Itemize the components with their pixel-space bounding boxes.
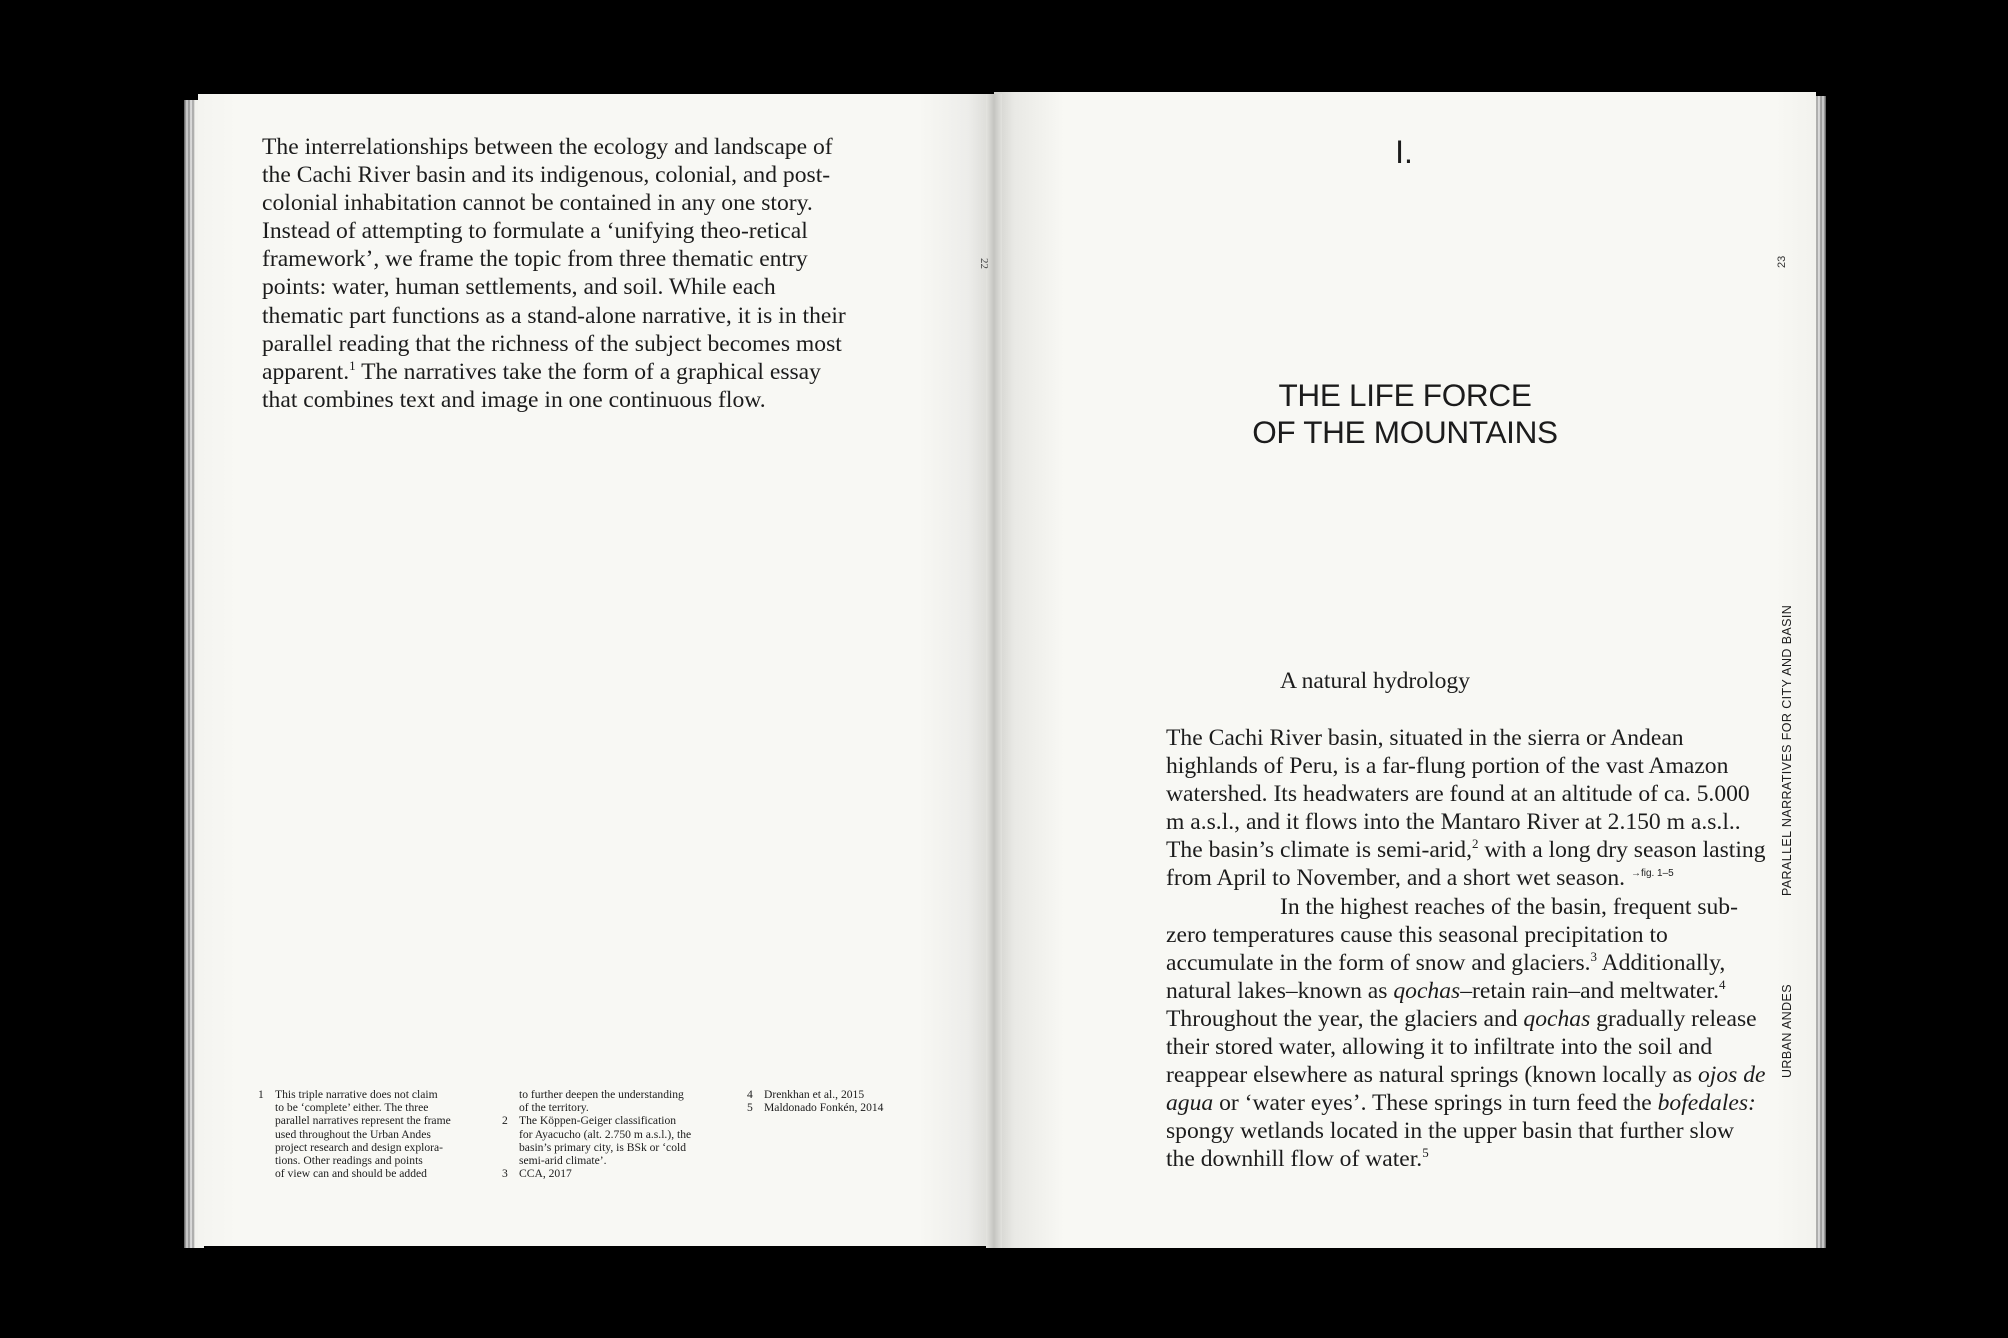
body-text — [1166, 724, 1766, 1174]
footnote-text: to further deepen the understanding of the territory. — [519, 1088, 684, 1115]
footnote-text: This triple narrative does not claim to be ‘complete’ either. The three parallel narratives represent the frame used throughout the Urban Andes project research and design explora- tions. Other readings and points of view can and should be added — [275, 1088, 451, 1181]
footnote-number: 4 — [747, 1088, 753, 1101]
chapter-title-line-2: OF THE MOUNTAINS — [1252, 414, 1558, 450]
text-run: with a long dry season lasting from April to November, and a short wet season. — [1166, 837, 1766, 892]
left-page-number: 22 — [978, 258, 990, 269]
intro-text-part-2: The narratives take the form of a graphical essay that combines text and image in one continuous flow. — [262, 358, 821, 413]
footnote-2 — [502, 1114, 727, 1167]
footnote-column-2 — [502, 1088, 727, 1180]
footnote-column-3 — [747, 1088, 947, 1114]
chapter-title-line-1: THE LIFE FORCE — [1278, 377, 1532, 413]
italic-term: bofedales: — [1657, 1090, 1756, 1117]
section-heading: A natural hydrology — [1280, 668, 1471, 694]
chapter-title — [1180, 377, 1630, 451]
intro-paragraph — [262, 133, 862, 414]
text-run: Throughout the year, the glaciers and — [1166, 1005, 1524, 1032]
italic-term: ojos de agua — [1166, 1062, 1766, 1117]
footnote-1-continuation — [502, 1088, 727, 1114]
footnote-ref-2: 2 — [1471, 836, 1479, 852]
text-run: Additionally, natural lakes–known as — [1166, 949, 1726, 1004]
right-page-number: 23 — [1776, 255, 1788, 268]
footnote-ref-4: 4 — [1718, 976, 1726, 992]
figure-reference: →fig. 1–5 — [1630, 868, 1674, 880]
footnote-1 — [258, 1088, 483, 1180]
chapter-number: I. — [1395, 134, 1413, 170]
footnote-number: 5 — [747, 1101, 753, 1115]
text-run: In the highest reaches of the basin, frequent sub-zero temperatures cause this seasonal precipitation to accumulate in the form of snow and glaciers. — [1166, 893, 1738, 976]
footnote-number: 2 — [502, 1114, 508, 1128]
footnote-ref-1: 1 — [349, 357, 356, 373]
footnote-5 — [747, 1101, 947, 1114]
italic-term: qochas — [1523, 1005, 1591, 1032]
footnote-number: 3 — [502, 1167, 508, 1181]
footnote-4 — [747, 1088, 947, 1101]
text-run: –retain rain–and meltwater. — [1460, 977, 1719, 1004]
footnote-text: Maldonado Fonkén, 2014 — [764, 1101, 884, 1115]
intro-text-part-1: The interrelationships between the ecology and landscape of the Cachi River basin and its indigenous, colonial, and post-colonial inhabitation cannot be contained in any one story. Instead of attempting to formulate a ‘unifying theo-retical framework’, we frame the topic from three thematic entry points: water, human settlements, and soil. While each thematic part functions as a stand-alone narrative, it is in their parallel reading that the richness of the subject becomes most apparent. — [262, 134, 846, 385]
footnote-text: The Köppen-Geiger classification for Ayacucho (alt. 2.750 m a.s.l.), the basin’s primary city, is BSk or ‘cold semi-arid climate’. — [519, 1114, 692, 1168]
text-run: spongy wetlands located in the upper basin that further slow the downhill flow of water. — [1166, 1118, 1735, 1173]
footnote-ref-5: 5 — [1422, 1145, 1429, 1161]
footnote-text: CCA, 2017 — [519, 1167, 572, 1181]
body-paragraph-1 — [1166, 724, 1766, 893]
footnote-3 — [502, 1167, 727, 1180]
footnote-column-1 — [258, 1088, 483, 1180]
running-head-title: URBAN ANDES — [1780, 983, 1794, 1078]
text-run: gradually release their stored water, allowing it to infiltrate into the soil and reappear elsewhere as natural springs (known locally as — [1166, 1005, 1757, 1089]
body-paragraph-2 — [1166, 893, 1766, 1174]
text-run: or ‘water eyes’. These springs in turn feed the — [1213, 1090, 1658, 1117]
footnote-text: Drenkhan et al., 2015 — [764, 1088, 865, 1101]
footnote-number: 1 — [258, 1088, 264, 1101]
footnote-ref-3: 3 — [1590, 948, 1598, 964]
running-head-subtitle: PARALLEL NARRATIVES FOR CITY AND BASIN — [1780, 604, 1794, 896]
italic-term: qochas — [1393, 977, 1461, 1004]
text-run: The Cachi River basin, situated in the sierra or Andean highlands of Peru, is a far-flung portion of the vast Amazon watershed. Its headwaters are found at an altitude of ca. 5.000 m a.s.l., and it flows into the Mantaro River at 2.150 m a.s.l.. The basin’s climate is semi-arid, — [1166, 725, 1750, 864]
